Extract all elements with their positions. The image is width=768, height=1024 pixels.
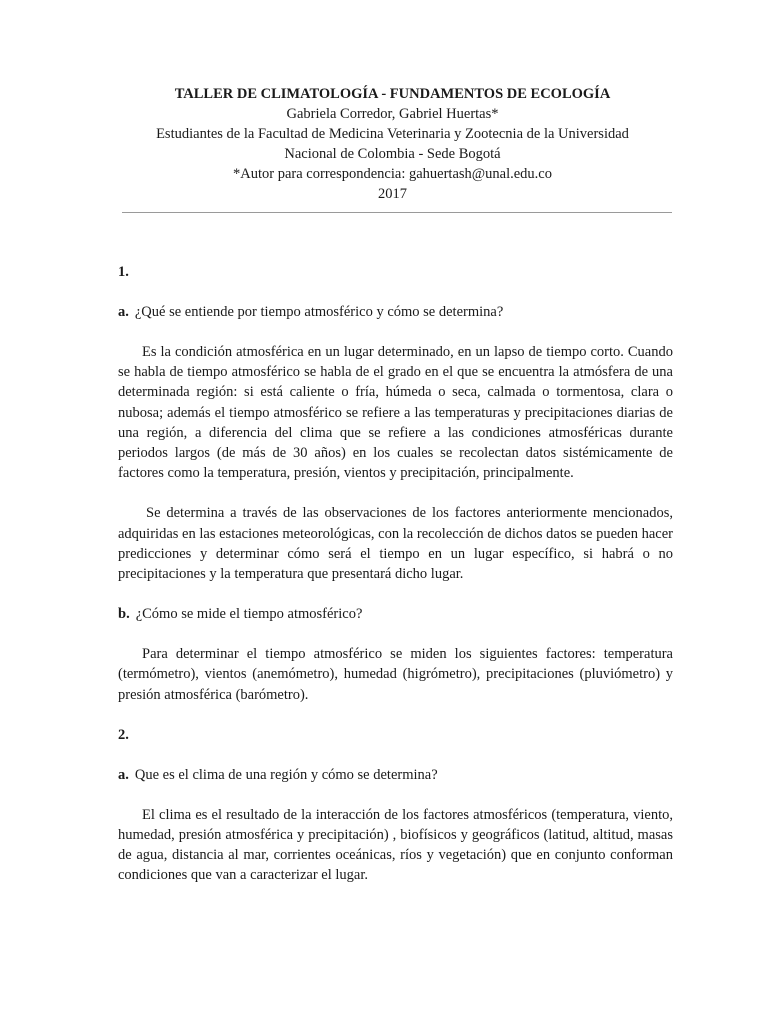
question-2a bbox=[118, 765, 673, 785]
question-1a bbox=[118, 302, 673, 322]
question-text: ¿Cómo se mide el tiempo atmosférico? bbox=[135, 606, 363, 623]
section-number-2: 2. bbox=[118, 726, 129, 743]
affiliation-line-1: Estudiantes de la Facultad de Medicina Veterinaria y Zootecnia de la Universidad bbox=[156, 126, 629, 142]
question-letter: a. bbox=[118, 304, 129, 320]
paragraph-1b-1 bbox=[118, 644, 673, 705]
paragraph-2a-1 bbox=[118, 805, 673, 886]
header-divider bbox=[122, 212, 672, 213]
authors: Gabriela Corredor, Gabriel Huertas* bbox=[286, 106, 499, 122]
paragraph-text: El clima es el resultado de la interacción de los factores atmosféricos (temperatura, viento, humedad, presión atmosférica y precipitación) , biofísicos y geográficos (latitud, altitud, masas de agua, distancia al mar, corrientes oceánicas, ríos y vegetación) que en conjunto conforman condiciones que van a caracterizar el lugar. bbox=[118, 806, 673, 884]
paragraph-1a-2 bbox=[118, 503, 673, 584]
document-header bbox=[112, 84, 673, 204]
correspondence: *Autor para correspondencia: gahuertash@unal.edu.co bbox=[233, 166, 552, 182]
question-text: Que es el clima de una región y cómo se determina? bbox=[134, 766, 438, 783]
question-1b bbox=[118, 604, 673, 624]
paragraph-text: Es la condición atmosférica en un lugar determinado, en un lapso de tiempo corto. Cuando se habla de tiempo atmosférico se habla de el grado en el que se encuentra la atmósfera de una determinada región: si está caliente o fría, húmeda o seca, calmada o tormentosa, clara o nubosa; además el tiempo atmosférico se refiere a las temperaturas y precipitaciones diarias de una región, a diferencia del clima que se refiere a las condiciones atmosféricas durante periodos largos (de más de 30 años) en los cuales se recolectan datos sistémicamente de factores como la temperatura, presión, vientos y precipitación, principalmente. bbox=[118, 344, 673, 482]
year: 2017 bbox=[378, 186, 407, 202]
question-letter: b. bbox=[118, 606, 130, 623]
paragraph-text: Se determina a través de las observaciones de los factores anteriormente mencionados, adquiridas en las estaciones meteorológicas, con la recolección de dichos datos se pueden hacer predicciones y determinar cómo será el tiempo en un lugar específico, si habrá o no precipitaciones y la temperatura que presentará dicho lugar. bbox=[118, 505, 673, 583]
paragraph-text: Para determinar el tiempo atmosférico se miden los siguientes factores: temperatura (termómetro), vientos (anemómetro), humedad (higrómetro), precipitaciones (pluviómetro) y presión atmosférica (barómetro). bbox=[118, 646, 673, 703]
document-title: TALLER DE CLIMATOLOGÍA - FUNDAMENTOS DE ECOLOGÍA bbox=[174, 86, 611, 102]
question-letter: a. bbox=[118, 766, 129, 783]
section-number-1: 1. bbox=[118, 264, 129, 280]
question-text: ¿Qué se entiende por tiempo atmosférico y cómo se determina? bbox=[134, 304, 504, 320]
affiliation-line-2: Nacional de Colombia - Sede Bogotá bbox=[284, 146, 501, 162]
paragraph-1a-1 bbox=[118, 342, 673, 483]
